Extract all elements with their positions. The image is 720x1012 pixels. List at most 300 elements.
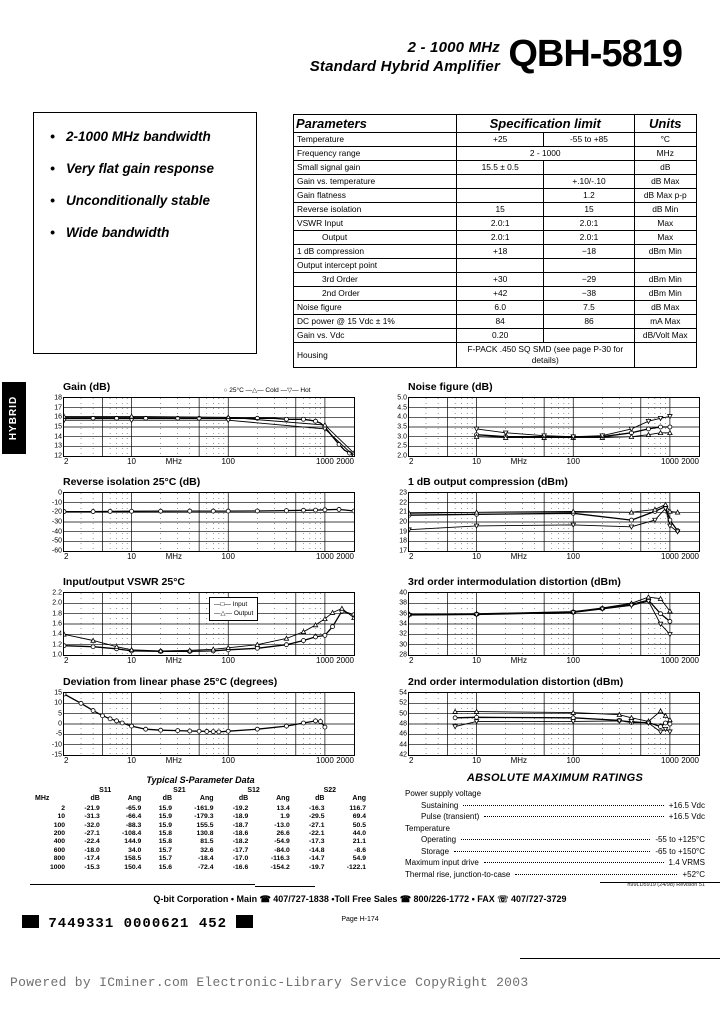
chart-data-point (323, 725, 327, 729)
chart-data-point (255, 509, 259, 513)
s-param-cell: 32.6 (200, 846, 214, 854)
chart-ytick-label: 2.2 (52, 589, 62, 597)
chart-series-line (64, 416, 354, 453)
s-param-cell: -16.3 (308, 804, 325, 812)
page-number: Page H-174 (341, 916, 379, 923)
chart-data-point (629, 434, 633, 438)
chart-plot-area (397, 394, 700, 466)
chart-data-point (144, 727, 148, 731)
s-param-row (33, 805, 368, 813)
chart-data-point (646, 595, 650, 599)
chart-data-point (668, 722, 672, 726)
hybrid-side-tab-label: HYBRID (8, 395, 19, 441)
s-param-cell: 15.9 (158, 804, 173, 812)
s-param-cell: -27.1 (84, 830, 100, 838)
s-param-cell: -22.4 (84, 838, 100, 846)
chart-title: 2nd order intermodulation distortion (dBm) (408, 676, 624, 688)
s-param-row (33, 813, 368, 821)
chart-imd2 (378, 678, 702, 766)
spec-units: Max (634, 217, 696, 231)
chart-ytick-label: 36 (399, 610, 407, 618)
s-param-group-blank (33, 787, 67, 795)
chart-data-point (79, 701, 83, 705)
features-box (33, 112, 257, 354)
s-param-column-header: Ang (276, 795, 290, 803)
s-param-cell: -88.3 (125, 821, 142, 829)
rating-leader-dots (461, 839, 650, 840)
chart-xtick-label: 100 (221, 457, 235, 466)
legend-label-1: Cold (265, 387, 279, 394)
chart-data-point (668, 425, 672, 429)
chart-data-point (205, 729, 209, 733)
chart-data-point (176, 729, 180, 733)
chart-xtick-label: 100 (221, 552, 235, 561)
chart-data-point (629, 716, 633, 720)
spec-value-span: 2 - 1000 (456, 147, 634, 161)
chart-gain (33, 383, 357, 467)
s-param-cell: -14.7 (308, 855, 325, 863)
chart-data-point (453, 716, 457, 720)
s-param-cell: -29.5 (308, 813, 325, 821)
absolute-max-ratings-list (405, 788, 705, 880)
s-param-group-header: S22 (323, 787, 337, 794)
chart-data-point (226, 646, 230, 650)
s-param-cell: -17.7 (232, 846, 249, 854)
spec-param: Gain vs. temperature (294, 175, 457, 189)
chart-data-point (284, 509, 288, 513)
chart-data-point (91, 510, 95, 514)
chart-ytick-label: 50 (399, 710, 407, 718)
header-subtitle-line2: Standard Hybrid Amplifier (309, 58, 500, 75)
chart-data-point (668, 415, 672, 419)
chart-data-point (571, 611, 575, 615)
chart-data-point (255, 727, 259, 731)
s-param-column-header: MHz (35, 795, 50, 803)
chart-data-point (571, 720, 575, 724)
chart-data-point (658, 596, 662, 600)
chart-vswr (33, 578, 357, 666)
s-param-cell: 15.7 (158, 846, 173, 854)
chart-data-point (301, 630, 305, 634)
spec-value-1: 15.5 ± 0.5 (456, 161, 544, 175)
chart-data-point (129, 418, 133, 422)
chart-data-point (659, 425, 663, 429)
spec-value-1 (456, 259, 544, 273)
chart-ytick-label: 1.8 (52, 610, 62, 618)
chart-data-point (314, 419, 318, 423)
chart-title: Deviation from linear phase 25°C (degrees) (63, 676, 278, 688)
s-param-cell: -65.9 (125, 804, 142, 812)
chart-xtick-label: 1000 (315, 552, 334, 561)
chart-plot-area (51, 489, 355, 561)
spec-units: dBm Min (634, 287, 696, 301)
s-parameter-title: Typical S-Parameter Data (146, 775, 255, 785)
chart-data-point (129, 648, 133, 652)
spec-param: Gain flatness (294, 189, 457, 203)
s-param-row (33, 855, 368, 863)
chart-ytick-label: 17 (54, 404, 62, 412)
chart-xtick-label: 100 (566, 552, 580, 561)
s-param-cell: 15.9 (158, 821, 173, 829)
chart-xtick-label: 2000 (681, 656, 699, 665)
spec-value-1: 84 (456, 315, 544, 329)
s-param-cell: 155.5 (196, 821, 214, 829)
chart-data-point (91, 709, 95, 713)
chart-data-point (115, 719, 119, 723)
chart-imd3 (378, 578, 702, 666)
rating-row (405, 811, 705, 823)
chart-xtick-label: 2 (64, 552, 69, 561)
s-param-row (33, 822, 368, 830)
chart-data-point (130, 509, 134, 513)
chart-svg (409, 493, 699, 551)
spec-value-2 (544, 161, 634, 175)
chart-xtick-label: 2 (409, 457, 414, 466)
chart-data-point (474, 720, 478, 724)
chart-data-point (188, 729, 192, 733)
s-param-frequency: 10 (57, 813, 66, 821)
spec-header-row (294, 115, 697, 133)
header-subtitle (310, 38, 500, 76)
s-param-cell: -21.9 (84, 804, 100, 812)
chart-data-point (571, 716, 575, 720)
chart-ytick-label: 2.0 (52, 599, 62, 607)
s-param-cell: -108.4 (122, 830, 142, 838)
chart-data-point (453, 709, 457, 713)
spec-value-span: F-PACK .450 SQ SMD (see page P-30 for details) (456, 343, 634, 368)
chart-ytick-label: -40 (51, 528, 62, 536)
spec-value-1: +25 (456, 133, 544, 147)
spec-param: Output intercept point (294, 259, 457, 273)
spec-header-units: Units (634, 115, 696, 133)
chart-data-point (108, 717, 112, 721)
chart-xaxis-label: MHz (165, 756, 183, 765)
spec-value-1: 2.0:1 (456, 217, 544, 231)
feature-item: • Unconditionally stable (50, 193, 246, 209)
spec-value-2: 1.2 (544, 189, 634, 203)
spec-row (294, 259, 697, 273)
chart-xtick-label: 100 (566, 457, 580, 466)
spec-value-2: 15 (544, 203, 634, 217)
spec-units (634, 343, 696, 368)
s-param-cell: 21.1 (352, 838, 366, 846)
spec-param: Small signal gain (294, 161, 457, 175)
s-param-cell: -27.1 (308, 821, 325, 829)
chart-data-point (129, 414, 133, 418)
rating-value: -65 to +150°C (655, 846, 705, 856)
chart-ytick-label: 38 (399, 599, 407, 607)
footer-rule-right (600, 882, 720, 883)
spec-param: Gain vs. Vdc (294, 329, 457, 343)
s-param-cell: 69.4 (352, 813, 366, 821)
rating-row (405, 834, 705, 846)
chart-data-point (284, 636, 288, 640)
legend-entry-input: —□— Input (214, 601, 248, 608)
legend-entry-output: —△— Output (214, 610, 254, 617)
chart-title: Input/output VSWR 25°C (63, 576, 186, 588)
s-param-cell: -8.6 (354, 846, 366, 854)
chart-data-point (629, 427, 633, 431)
chart-data-point (64, 693, 66, 696)
chart-svg (409, 593, 699, 655)
spec-row (294, 245, 697, 259)
chart-xtick-label: 2000 (681, 457, 699, 466)
rating-row (405, 800, 705, 812)
rating-label: Sustaining (421, 800, 459, 810)
s-param-cell: -54.9 (274, 838, 290, 846)
s-param-frequency: 400 (53, 838, 66, 846)
chart-data-point (318, 720, 322, 724)
s-param-cell: -84.0 (274, 846, 290, 854)
chart-data-point (314, 635, 318, 639)
s-param-cell: 15.6 (158, 863, 173, 871)
chart-title: Gain (dB) (63, 381, 111, 393)
chart-legend (209, 597, 258, 621)
chart-ytick-label: -50 (51, 537, 62, 545)
rating-label: Maximum input drive (405, 858, 479, 867)
chart-xtick-label: 10 (472, 457, 482, 466)
spec-row (294, 301, 697, 315)
rating-label: Temperature (405, 823, 450, 833)
chart-data-point (211, 509, 215, 513)
chart-ytick-label: 42 (399, 751, 407, 759)
rating-label: Thermal rise, junction-to-case (405, 869, 511, 879)
s-param-group-header: S21 (173, 787, 186, 794)
s-param-column-header: Ang (127, 795, 142, 803)
s-param-cell: -154.2 (270, 863, 290, 871)
features-list (34, 113, 256, 241)
chart-xtick-label: 1000 (315, 656, 334, 665)
s-param-cell: -13.0 (274, 821, 290, 829)
chart-xtick-label: 2000 (681, 756, 699, 765)
chart-data-point (158, 649, 162, 653)
chart-ytick-label: 5.0 (397, 394, 407, 402)
s-parameter-group-row (33, 787, 368, 795)
spec-units: Max (634, 231, 696, 245)
chart-ytick-label: 34 (399, 620, 407, 628)
chart-ytick-label: -60 (51, 547, 62, 555)
chart-xtick-label: 2 (409, 756, 414, 765)
chart-xtick-label: 2000 (336, 552, 354, 561)
spec-header-parameters: Parameters (294, 115, 457, 133)
chart-data-point (108, 509, 112, 513)
s-param-cell: 116.7 (349, 804, 366, 812)
s-param-cell: 158.5 (124, 855, 142, 863)
spec-param: Noise figure (294, 301, 457, 315)
chart-data-point (352, 509, 354, 513)
chart-data-point (314, 719, 318, 723)
rating-value: +16.5 Vdc (668, 800, 705, 810)
legend-label-1: Output (233, 610, 254, 617)
chart-xtick-label: 2000 (681, 552, 699, 561)
chart-reverse-isolation (33, 478, 357, 562)
chart-xtick-label: 1000 (315, 457, 334, 466)
chart-ytick-label: 28 (399, 651, 407, 659)
spec-row (294, 329, 697, 343)
rating-label: Operating (421, 835, 457, 844)
chart-xtick-label: 100 (221, 756, 235, 765)
rating-row (405, 857, 705, 869)
chart-data-point (475, 715, 479, 719)
spec-value-2: −38 (544, 287, 634, 301)
company-contact-line: Q-bit Corporation • Main ☎ 407/727-1838 •Toll Free Sales ☎ 800/226-1772 • FAX ☏ 407/727-3729 (153, 894, 567, 904)
spec-row (294, 315, 697, 329)
chart-data-point (159, 728, 163, 732)
watermark-text: Powered by ICminer.com Electronic-Library Service CopyRight 2003 (10, 975, 529, 990)
s-param-cell: 26.6 (276, 830, 290, 838)
chart-ytick-label: 17 (399, 547, 407, 555)
spec-value-2: 2.0:1 (544, 217, 634, 231)
s-param-cell: -18.9 (232, 813, 249, 821)
chart-ytick-label: 1.0 (52, 651, 62, 659)
chart-xtick-label: 10 (127, 656, 137, 665)
s-param-cell: -72.4 (198, 863, 214, 871)
s-param-row (33, 864, 368, 872)
chart-xtick-label: 2 (64, 756, 69, 765)
s-param-cell: 50.5 (352, 821, 366, 829)
spec-value-2: -55 to +85 (544, 133, 634, 147)
chart-data-point (323, 423, 327, 427)
chart-data-point (658, 417, 662, 421)
spec-row (294, 287, 697, 301)
specification-table (293, 114, 697, 368)
chart-title: Noise figure (dB) (408, 381, 493, 393)
chart-data-point (617, 719, 621, 723)
s-param-cell: 13.4 (276, 804, 290, 812)
spec-param: 1 dB compression (294, 245, 457, 259)
chart-xtick-label: 10 (127, 756, 137, 765)
chart-data-point (600, 607, 604, 611)
chart-plot-area (399, 489, 700, 561)
chart-svg (64, 398, 354, 456)
chart-ytick-label: 12 (54, 452, 62, 460)
chart-data-point (64, 644, 66, 648)
s-param-cell: 34.0 (128, 846, 142, 854)
s-param-cell: 81.5 (200, 838, 214, 846)
chart-data-point (91, 416, 95, 420)
chart-xaxis-label: MHz (510, 457, 528, 466)
chart-svg (409, 398, 699, 456)
chart-data-point (100, 714, 104, 718)
barcode-digits: 7449331 0000621 452 (48, 916, 228, 932)
chart-data-point (226, 509, 230, 513)
chart-ytick-label: 2.5 (397, 442, 407, 450)
s-param-cell: 144.9 (124, 838, 142, 846)
s-param-cell: -161.9 (194, 804, 214, 812)
chart-data-point (91, 645, 95, 649)
chart-series-line (64, 420, 354, 456)
s-param-row (33, 847, 368, 855)
rating-value: +16.5 Vdc (668, 812, 705, 821)
spec-units: dB Min (634, 203, 696, 217)
chart-ytick-label: 16 (54, 413, 62, 421)
s-parameter-table (33, 787, 368, 872)
chart-svg (409, 693, 699, 755)
s-param-row (33, 830, 368, 838)
rating-leader-dots (484, 816, 664, 817)
s-param-cell: -14.8 (308, 846, 325, 854)
chart-data-point (571, 509, 575, 513)
s-param-cell: 15.8 (158, 830, 173, 838)
spec-units: °C (634, 133, 696, 147)
chart-p1db (378, 478, 702, 562)
rating-label: Power supply voltage (405, 789, 482, 798)
chart-data-point (571, 523, 575, 527)
s-param-cell: -31.3 (84, 813, 100, 821)
s-param-cell: -19.2 (232, 804, 249, 812)
chart-ytick-label: -5 (55, 730, 62, 738)
s-param-column-header: dB (315, 795, 325, 803)
spec-param: Housing (294, 343, 457, 368)
chart-ytick-label: 2.0 (397, 452, 407, 460)
s-param-frequency: 800 (53, 855, 66, 863)
s-param-cell: -17.0 (232, 855, 249, 863)
chart-data-point (284, 724, 288, 728)
chart-data-point (503, 431, 507, 435)
rating-leader-dots (463, 805, 663, 806)
chart-ytick-label: 4.5 (397, 404, 407, 412)
s-param-cell: -16.6 (232, 863, 249, 871)
chart-data-point (159, 509, 163, 513)
chart-data-point (226, 729, 230, 733)
chart-xtick-label: 2 (64, 656, 69, 665)
spec-value-1: 15 (456, 203, 544, 217)
chart-data-point (284, 643, 288, 647)
chart-xtick-label: 100 (221, 656, 235, 665)
s-param-cell: 44.0 (352, 830, 366, 838)
chart-ytick-label: 20 (399, 518, 407, 526)
spec-param: Temperature (294, 133, 457, 147)
chart-ytick-label: 10 (54, 699, 62, 707)
chart-plot-area (51, 689, 355, 765)
header-subtitle-line1: 2 - 1000 MHz (407, 39, 500, 56)
rating-row (405, 823, 705, 835)
chart-xtick-label: 2000 (336, 756, 354, 765)
chart-xtick-label: 10 (472, 656, 482, 665)
chart-xtick-label: 10 (472, 756, 482, 765)
chart-data-point (114, 645, 118, 649)
revision-stamp: h99LD5919 (24/98) Revision 51 (627, 882, 705, 888)
page-header (0, 30, 700, 96)
chart-svg (64, 693, 354, 755)
spec-row (294, 189, 697, 203)
chart-data-point (675, 510, 679, 514)
s-param-column-header: dB (90, 795, 100, 803)
chart-data-point (474, 427, 478, 431)
chart-data-point (668, 633, 672, 637)
chart-data-point (130, 724, 134, 728)
s-param-cell: 130.8 (196, 830, 214, 838)
chart-title: 1 dB output compression (dBm) (408, 476, 568, 488)
chart-ytick-label: 14 (54, 433, 62, 441)
s-param-cell: -17.4 (84, 855, 100, 863)
s-param-cell: 15.9 (158, 813, 173, 821)
chart-data-point (668, 730, 672, 734)
chart-ytick-label: 18 (54, 394, 62, 402)
chart-ytick-label: -10 (51, 741, 62, 749)
spec-row (294, 161, 697, 175)
s-param-cell: -15.3 (84, 863, 100, 871)
s-param-cell: 1.9 (280, 813, 290, 821)
legend-marker-up: —△— (243, 387, 266, 394)
chart-data-point (330, 610, 334, 614)
rating-row (405, 788, 705, 800)
chart-svg (64, 493, 354, 551)
s-parameter-body (33, 805, 368, 872)
spec-row (294, 133, 697, 147)
spec-row (294, 203, 697, 217)
chart-ytick-label: 18 (399, 537, 407, 545)
